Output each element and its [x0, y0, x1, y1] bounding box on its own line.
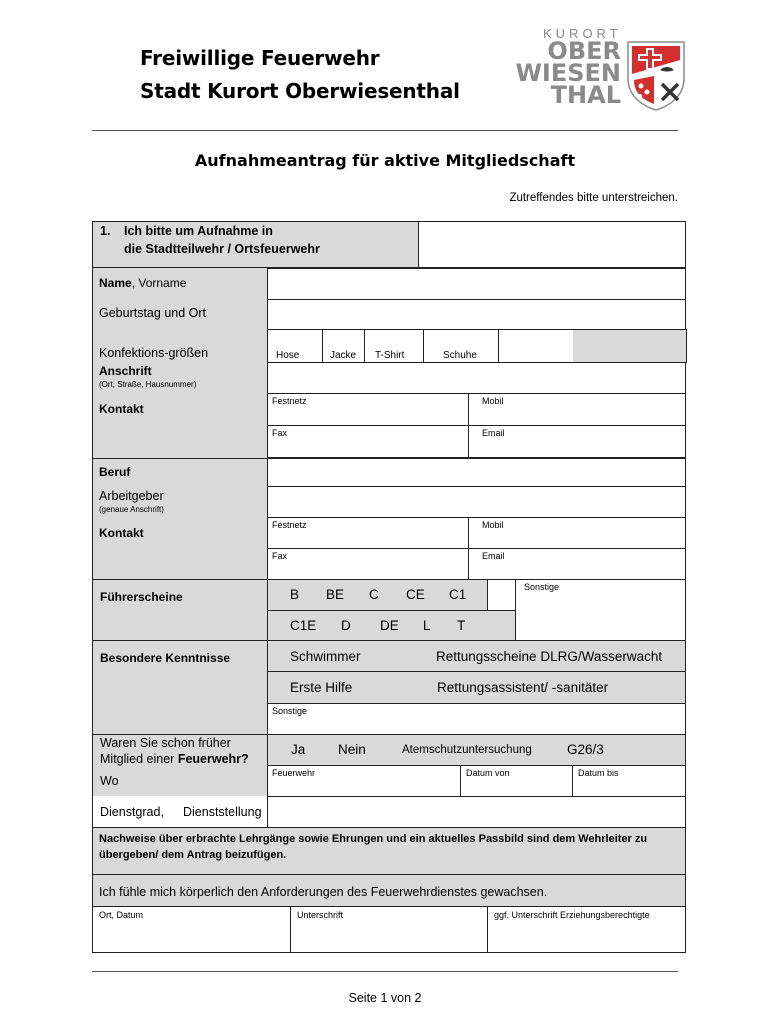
name-label: Name, Vorname — [99, 276, 187, 290]
license-other-label: Sonstige — [524, 582, 560, 592]
section1-label-cell — [92, 221, 419, 268]
date-to-label: Datum bis — [578, 768, 619, 778]
skill-paramedic[interactable]: Rettungsassistent/ -sanitäter — [437, 680, 609, 695]
phone-field[interactable] — [267, 393, 469, 426]
option-yes[interactable]: Ja — [291, 742, 306, 757]
page-number: Seite 1 von 2 — [348, 991, 422, 1005]
employer-mobile-field[interactable] — [468, 517, 686, 549]
signature-label: Unterschrift — [297, 910, 344, 920]
size-schuhe: Schuhe — [443, 350, 477, 361]
org-name-line2: Stadt Kurort Oberwiesenthal — [140, 79, 460, 103]
employer-fax-field[interactable] — [267, 548, 469, 580]
size-hose: Hose — [276, 350, 300, 361]
g26-label[interactable]: G26/3 — [567, 742, 604, 757]
org-name-line1: Freiwillige Feuerwehr — [140, 46, 380, 70]
logo-wiesen: WIESEN — [515, 59, 621, 87]
signature-field[interactable] — [290, 906, 488, 953]
prev-member-options — [267, 734, 686, 766]
licenses-label-cell — [92, 579, 268, 641]
section1-number: 1. — [100, 224, 111, 238]
license-l[interactable]: L — [423, 618, 431, 633]
fax-field[interactable] — [267, 425, 469, 458]
prev-member-q2: Mitglied einer Feuerwehr? — [100, 752, 249, 766]
license-be[interactable]: BE — [326, 587, 345, 602]
birth-field[interactable] — [267, 299, 686, 330]
rank-label-cell — [92, 796, 268, 828]
email-label: Email — [482, 428, 505, 438]
logo-thal: THAL — [550, 81, 621, 109]
sizes-label: Konfektions-größen — [99, 346, 209, 360]
mobile-field[interactable] — [468, 393, 686, 426]
phone-label: Festnetz — [272, 396, 307, 406]
date-from-label: Datum von — [466, 768, 510, 778]
guardian-signature-label: ggf. Unterschrift Erziehungsberechtigte — [494, 910, 650, 920]
footer-divider — [92, 971, 678, 972]
where-label: Wo — [100, 774, 119, 788]
employer-hint: (genaue Anschrift) — [99, 505, 164, 514]
license-c1e[interactable]: C1E — [290, 618, 317, 633]
fitness-statement: Ich fühle mich körperlich den Anforderungen des Feuerwehrdienstes gewachsen. — [99, 885, 548, 899]
skill-first-aid[interactable]: Erste Hilfe — [290, 680, 353, 695]
coat-of-arms-icon — [626, 40, 686, 112]
prev-member-q1: Waren Sie schon früher — [100, 736, 231, 750]
license-de[interactable]: DE — [380, 618, 399, 633]
job-label: Beruf — [99, 465, 131, 479]
guardian-signature-field[interactable] — [487, 906, 686, 953]
contact-label: Kontakt — [99, 402, 144, 416]
license-t[interactable]: T — [457, 618, 466, 633]
logo-kurort: KURORT — [543, 26, 622, 41]
skill-rescue[interactable]: Rettungsscheine DLRG/Wasserwacht — [436, 649, 663, 664]
license-c[interactable]: C — [369, 587, 379, 602]
place-date-label: Ort, Datum — [99, 910, 144, 920]
date-to-field[interactable] — [572, 765, 686, 797]
prev-fire-dept-field[interactable] — [267, 765, 461, 797]
license-other-field[interactable] — [515, 579, 686, 641]
skills-other-label: Sonstige — [272, 706, 308, 716]
position-label: Dienststellung — [183, 805, 262, 819]
skills-row-divider — [267, 671, 686, 672]
employer-label: Arbeitgeber — [99, 489, 164, 503]
employer-mobile-label: Mobil — [482, 520, 504, 530]
employer-phone-label: Festnetz — [272, 520, 307, 530]
prev-member-label-cell — [92, 734, 268, 796]
name-field[interactable] — [267, 268, 686, 300]
rank-field[interactable] — [267, 796, 686, 828]
mobile-label: Mobil — [482, 396, 504, 406]
skills-other-field[interactable] — [267, 703, 686, 735]
skills-label: Besondere Kenntnisse — [100, 651, 231, 665]
section1-line2: die Stadtteilwehr / Ortsfeuerwehr — [124, 242, 320, 256]
employer-email-field[interactable] — [468, 548, 686, 580]
proof-note: Nachweise über erbrachte Lehrgänge sowie Ehrungen und ein aktuelles Passbild sind dem Wehrleiter zu übergeben/ dem Antrag beizufügen. — [99, 833, 648, 861]
breathing-check-label[interactable]: Atemschutzuntersuchung — [402, 744, 532, 756]
sizes-divider-2 — [364, 329, 365, 363]
sizes-divider-1 — [322, 329, 323, 363]
logo — [515, 26, 693, 116]
date-from-field[interactable] — [460, 765, 573, 797]
logo-ober: OBER — [547, 37, 621, 65]
licenses-label: Führerscheine — [100, 590, 183, 604]
section1-line1: Ich bitte um Aufnahme in — [124, 224, 273, 238]
place-date-field[interactable] — [92, 906, 291, 953]
fire-station-field[interactable] — [418, 221, 686, 268]
email-field[interactable] — [468, 425, 686, 458]
employer-contact-label: Kontakt — [99, 526, 144, 540]
job-field[interactable] — [267, 458, 686, 487]
header-divider — [92, 130, 678, 131]
rank-label: Dienstgrad, — [100, 805, 164, 819]
size-tshirt: T-Shirt — [375, 350, 405, 361]
address-hint: (Ort, Straße, Hausnummer) — [99, 380, 197, 389]
employer-phone-field[interactable] — [267, 517, 469, 549]
option-no[interactable]: Nein — [338, 742, 366, 757]
employer-fax-label: Fax — [272, 551, 288, 561]
employer-field[interactable] — [267, 486, 686, 518]
birth-label: Geburtstag und Ort — [99, 306, 207, 320]
prev-fire-dept-label: Feuerwehr — [272, 768, 316, 778]
instruction-text: Zutreffendes bitte unterstreichen. — [509, 192, 678, 204]
license-b[interactable]: B — [290, 587, 300, 602]
address-field[interactable] — [267, 362, 686, 394]
license-d[interactable]: D — [341, 618, 351, 633]
size-jacke: Jacke — [330, 350, 357, 361]
licenses-row-divider — [267, 610, 516, 611]
skills-label-cell — [92, 640, 268, 735]
sizes-shaded-end — [573, 330, 686, 362]
employer-email-label: Email — [482, 551, 505, 561]
sizes-divider-4 — [498, 329, 499, 363]
licenses-white-cell — [487, 580, 515, 610]
skill-swimmer[interactable]: Schwimmer — [290, 649, 361, 664]
fax-label: Fax — [272, 428, 288, 438]
address-label: Anschrift — [99, 364, 152, 378]
license-c1[interactable]: C1 — [449, 587, 467, 602]
fitness-cell — [92, 874, 686, 907]
license-ce[interactable]: CE — [406, 587, 425, 602]
form-title: Aufnahmeantrag für aktive Mitgliedschaft — [194, 151, 576, 170]
sizes-divider-3 — [423, 329, 424, 363]
proof-note-cell — [92, 827, 686, 875]
sizes-divider-end — [686, 329, 687, 363]
